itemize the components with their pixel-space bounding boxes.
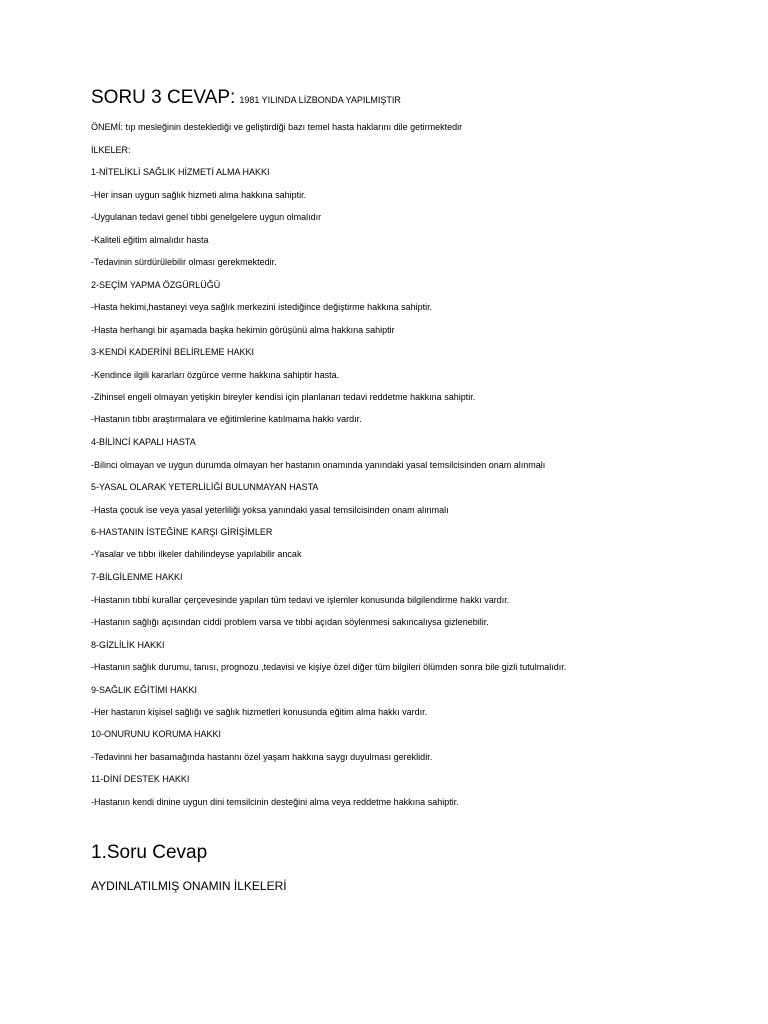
- paragraph-line: 3-KENDİ KADERİNİ BELİRLEME HAKKI: [91, 347, 255, 357]
- paragraph-line: 7-BİLGİLENME HAKKI: [91, 572, 183, 582]
- paragraph-line: -Uygulanan tedavi genel tıbbi genelgelere uygun olmalıdır: [91, 212, 322, 222]
- document-title-note: 1981 YILINDA LİZBONDA YAPILMIŞTIR: [239, 95, 401, 105]
- document-title-line: [91, 87, 401, 109]
- section-heading: 1.Soru Cevap: [91, 842, 208, 863]
- paragraph-line: 11-DİNİ DESTEK HAKKI: [91, 774, 190, 784]
- paragraph-line: İLKELER:: [91, 145, 131, 155]
- paragraph-line: -Her hastanın kişisel sağlığı ve sağlık hizmetleri konusunda eğitim alma hakkı vardır.: [91, 707, 428, 717]
- paragraph-line: -Hastanın sağlık durumu, tanısı, prognozu ,tedavisi ve kişiye özel diğer tüm bilgileri ölümden sonra bile gizli tutulmalıdır.: [91, 662, 567, 672]
- paragraph-line: 8-GİZLİLİK HAKKI: [91, 640, 165, 650]
- paragraph-line: -Yasalar ve tıbbı ilkeler dahilindeyse yapılabilir ancak: [91, 549, 302, 559]
- paragraph-line: -Hastanın tıbbi kurallar çerçevesinde yapılan tüm tedavi ve işlemler konusunda bilgilendirme hakkı vardır.: [91, 595, 510, 605]
- paragraph-line: 5-YASAL OLARAK YETERLİLİĞİ BULUNMAYAN HASTA: [91, 482, 319, 492]
- paragraph-line: -Her insan uygun sağlık hizmeti alma hakkına sahiptir.: [91, 190, 307, 200]
- paragraph-line: -Kaliteli eğitim almalıdır hasta: [91, 235, 209, 245]
- paragraph-line: 9-SAĞLIK EĞİTİMİ HAKKI: [91, 685, 198, 695]
- paragraph-line: -Kendince ilgili kararları özgürce verme hakkına sahiptir hasta.: [91, 370, 340, 380]
- paragraph-line: 4-BİLİNCİ KAPALI HASTA: [91, 437, 196, 447]
- paragraph-line: -Hastanın kendi dinine uygun dini temsilcinin desteğini alma veya reddetme hakkına sahiptir.: [91, 797, 459, 807]
- paragraph-line: -Tedavinin sürdürülebilir olması gerekmektedir.: [91, 257, 277, 267]
- paragraph-line: -Tedavinni her basamağında hastannı özel yaşam hakkına saygı duyulması gereklidir.: [91, 752, 433, 762]
- paragraph-line: 2-SEÇİM YAPMA ÖZGÜRLÜĞÜ: [91, 280, 221, 290]
- paragraph-line: -Hasta çocuk ise veya yasal yeterliliği yoksa yanındaki yasal temsilcisinden onam alınmalı: [91, 505, 449, 515]
- paragraph-line: -Hastanın tıbbı araştırmalara ve eğitimlerine katılmama hakkı vardır.: [91, 414, 362, 424]
- paragraph-line: -Hastanın sağlığı açısından ciddi problem varsa ve tıbbi açıdan söylenmesi sakıncalıysa gizlenebilir.: [91, 617, 489, 627]
- section-subheading: AYDINLATILMIŞ ONAMIN İLKELERİ: [91, 879, 287, 893]
- paragraph-line: 10-ONURUNU KORUMA HAKKI: [91, 729, 222, 739]
- paragraph-line: 1-NİTELİKLİ SAĞLIK HİZMETİ ALMA HAKKI: [91, 167, 270, 177]
- paragraph-line: -Bilinci olmayan ve uygun durumda olmayan her hastanın onamında yanındaki yasal temsilcisinden onam alınmalı: [91, 460, 546, 470]
- paragraph-line: -Zihinsel engeli olmayan yetişkin bireyler kendisi için planlanan tedavi reddetme hakkına sahiptir.: [91, 392, 476, 402]
- paragraph-line: ÖNEMİ: tıp mesleğinin desteklediği ve geliştirdiği bazı temel hasta haklarını dile getirmektedir: [91, 122, 463, 132]
- paragraph-line: -Hasta herhangi bir aşamada başka hekimin görüşünü alma hakkına sahiptir: [91, 325, 395, 335]
- paragraph-line: 6-HASTANIN İSTEĞİNE KARŞI GİRİŞİMLER: [91, 527, 273, 537]
- document-title: SORU 3 CEVAP:: [91, 87, 236, 108]
- paragraph-line: -Hasta hekimi,hastaneyi veya sağlık merkezini istediğince değiştirme hakkına sahiptir.: [91, 302, 433, 312]
